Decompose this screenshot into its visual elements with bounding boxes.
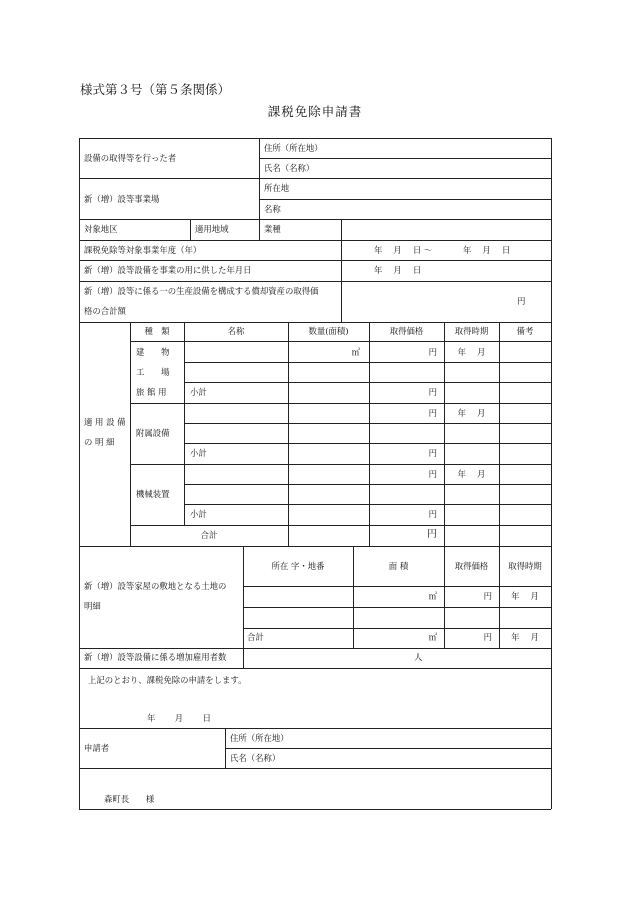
- accessory-subtotal-unit: 円: [428, 448, 437, 458]
- inn-type-label: 旅 館 用: [136, 387, 167, 397]
- equipment-header-quantity: 数量(面積): [308, 326, 349, 336]
- land-header-cost: 取得価格: [454, 561, 489, 571]
- acquirer-address-label: 住所（所在地）: [264, 143, 323, 153]
- declaration-date: 年 月 日: [147, 713, 211, 723]
- applicant-label: 申請者: [84, 743, 110, 753]
- land-header-location: 所在 字・地番: [271, 561, 325, 571]
- form-number: 様式第３号（第５条関係）: [80, 82, 231, 97]
- equipment-section-label-line1: 適 用 設 備: [84, 417, 126, 427]
- machinery-subtotal-label: 小計: [190, 509, 207, 519]
- equipment-header-period: 取得時期: [454, 326, 489, 336]
- applicable-area-label: 適用地域: [195, 224, 229, 234]
- equipment-total-label: 合計: [200, 530, 218, 540]
- land-total-period: 年 月: [511, 632, 539, 642]
- applicant-address-label: 住所（所在地）: [230, 733, 289, 743]
- document-title: 課税免除申請書: [267, 104, 363, 119]
- target-area-label: 対象地区: [84, 224, 118, 234]
- building-type-label: 建 物: [136, 347, 170, 357]
- exemption-year-from: 年 月 日 〜: [374, 245, 433, 255]
- accessory-subtotal-label: 小計: [190, 448, 207, 458]
- total-cost-label-line1: 新（増）設等に係る一の生産設備を構成する償却資産の取得価: [84, 286, 319, 296]
- acquirer-name-label: 氏名（名称）: [264, 163, 315, 173]
- declaration-text: 上記のとおり、課税免除の申請をします。: [88, 675, 247, 685]
- employees-label: 新（増）設等設備に係る増加雇用者数: [84, 652, 227, 662]
- site-location-label: 所在地: [264, 183, 290, 193]
- factory-type-label: 工 場: [136, 367, 170, 377]
- equipment-header-type: 種 類: [144, 326, 170, 336]
- machinery-subtotal-unit: 円: [428, 509, 437, 519]
- land-period: 年 月: [511, 591, 539, 601]
- site-name-label: 名称: [264, 204, 281, 214]
- land-header-area: 面 積: [388, 561, 409, 571]
- total-cost-label-line2: 格の合計額: [84, 306, 126, 316]
- site-label: 新（増）設等事業場: [84, 194, 160, 204]
- total-cost-unit: 円: [517, 296, 526, 306]
- land-label-line1: 新（増）設等家屋の敷地となる土地の: [84, 581, 227, 591]
- exemption-year-to: 年 月 日: [463, 245, 511, 255]
- land-header-period: 取得時期: [508, 561, 542, 571]
- equipment-section-label-line2: の 明 細: [84, 437, 115, 447]
- equipment-total-unit: 円: [427, 529, 437, 540]
- machinery-period: 年 月: [457, 469, 486, 479]
- land-total-label: 合計: [247, 632, 264, 642]
- land-total-area-unit: ㎡: [428, 632, 437, 642]
- service-date-value: 年 月 日: [374, 265, 422, 275]
- building-subtotal-unit: 円: [428, 387, 437, 397]
- equipment-header-remarks: 備考: [516, 326, 534, 336]
- accessory-equipment-label: 附属設備: [136, 428, 170, 438]
- equipment-header-name: 名称: [227, 326, 245, 336]
- addressee: 森町長 様: [104, 794, 155, 804]
- building-period: 年 月: [457, 347, 486, 357]
- equipment-header-cost: 取得価格: [389, 326, 424, 336]
- land-total-cost-unit: 円: [483, 632, 492, 642]
- industry-label: 業種: [264, 224, 281, 234]
- building-subtotal-label: 小計: [190, 387, 207, 397]
- service-date-label: 新（増）設等設備を事業の用に供した年月日: [84, 265, 252, 275]
- machinery-cost-unit: 円: [428, 469, 437, 479]
- building-area-unit: ㎡: [351, 347, 360, 357]
- land-cost-unit: 円: [483, 591, 492, 601]
- acquirer-label: 設備の取得等を行った者: [84, 153, 177, 163]
- building-cost-unit: 円: [428, 347, 437, 357]
- accessory-period: 年 月: [457, 408, 486, 418]
- machinery-label: 機械装置: [136, 489, 170, 499]
- applicant-name-label: 氏名（名称）: [230, 753, 281, 763]
- land-area-unit: ㎡: [428, 591, 437, 601]
- exemption-year-label: 課税免除等対象事業年度（年）: [84, 245, 202, 255]
- employees-unit: 人: [414, 652, 423, 662]
- accessory-cost-unit: 円: [428, 408, 437, 418]
- land-label-line2: 明細: [84, 601, 101, 611]
